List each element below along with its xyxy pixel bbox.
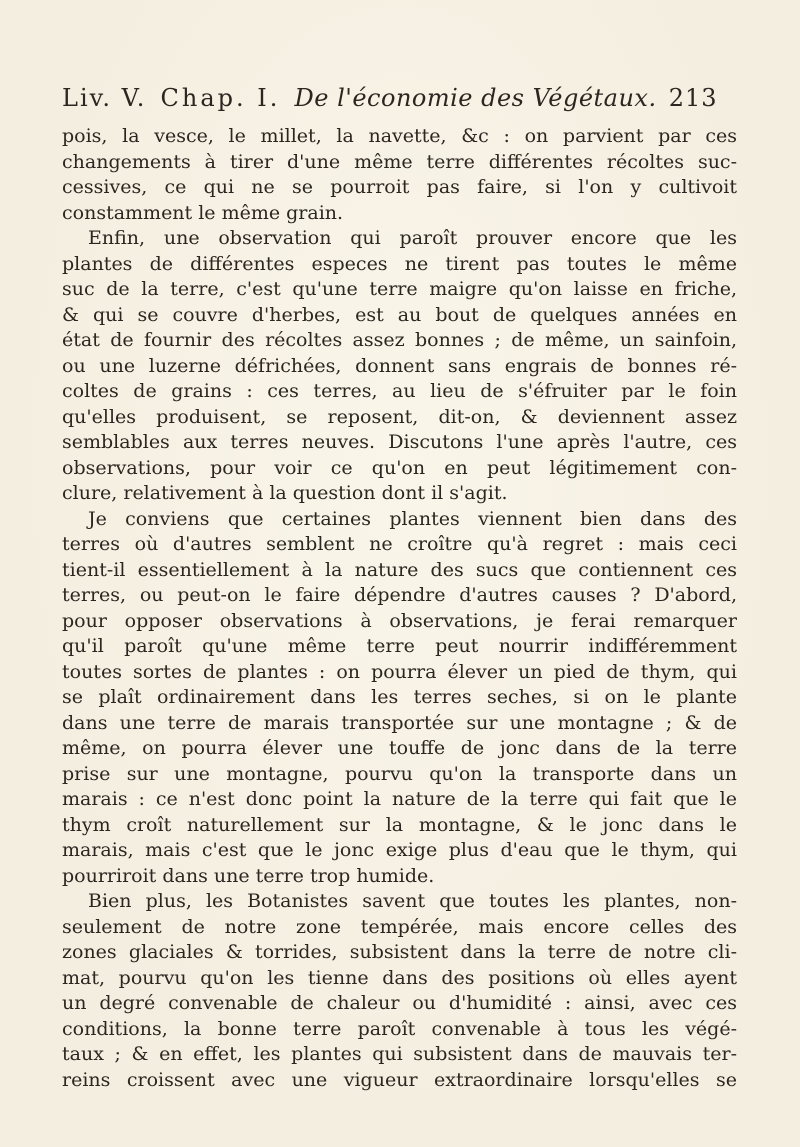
text-line: cessives, ce qui ne se pourroit pas faire, si l'on y cultivoit (62, 176, 737, 198)
text-line: tient-il essentiellement à la nature des sucs que contiennent ces (62, 558, 737, 581)
text-line: reins croissent avec une vigueur extraordinaire lorsqu'elles se (62, 1068, 737, 1091)
text-line: qu'il paroît qu'une même terre peut nourrir indifféremment (62, 635, 737, 657)
text-line: changements à tirer d'une même terre différentes récoltes suc- (62, 150, 737, 173)
text-line: pour opposer observations à observations, je ferai remarquer (62, 609, 737, 632)
text-line: dans une terre de marais transportée sur une montagne ; & de (62, 711, 737, 734)
text-line: zones glaciales & torrides, subsistent dans la terre de notre cli- (62, 941, 737, 963)
text-line: prise sur une montagne, pourvu qu'on la transporte dans un (62, 762, 737, 785)
text-line: marais, mais c'est que le jonc exige plus d'eau que le thym, qui (62, 839, 737, 861)
text-line: clure, relativement à la question dont il s'agit. (62, 482, 508, 504)
text-line: même, on pourra élever une touffe de jonc dans de la terre (62, 737, 737, 759)
text-line: taux ; & en effet, les plantes qui subsistent dans de mauvais ter- (62, 1043, 737, 1065)
text-line: Je conviens que certaines plantes viennent bien dans des (88, 507, 737, 530)
text-line: terres où d'autres semblent ne croître qu'à regret : mais ceci (62, 533, 737, 555)
page-number: 213 (668, 84, 718, 112)
chapter-title: De l'économie des Végétaux. (294, 84, 657, 112)
text-line: coltes de grains : ces terres, au lieu de s'éfruiter par le foin (62, 380, 737, 402)
text-line: observations, pour voir ce qu'on en peut légitimement con- (62, 456, 737, 479)
text-line: marais : ce n'est donc point la nature de la terre qui fait que le (62, 788, 737, 810)
text-line: plantes de différentes especes ne tirent pas toutes le même (62, 252, 737, 275)
text-line: thym croît naturellement sur la montagne, & le jonc dans le (62, 813, 737, 836)
text-line: pourriroit dans une terre trop humide. (62, 864, 435, 887)
text-line: semblables aux terres neuves. Discutons l'une après l'autre, ces (62, 431, 737, 453)
text-line: terres, ou peut-on le faire dépendre d'autres causes ? D'abord, (62, 584, 737, 606)
text-line: qu'elles produisent, se reposent, dit-on, & deviennent assez (62, 405, 737, 428)
text-line: toutes sortes de plantes : on pourra élever un pied de thym, qui (62, 660, 737, 683)
text-line: mat, pourvu qu'on les tienne dans des positions où elles ayent (62, 966, 737, 989)
text-line: Bien plus, les Botanistes savent que toutes les plantes, non- (88, 890, 737, 912)
text-line: & qui se couvre d'herbes, est au bout de quelques années en (62, 303, 737, 326)
text-line: se plaît ordinairement dans les terres seches, si on le plante (62, 686, 737, 708)
text-line: suc de la terre, c'est qu'une terre maigre qu'on laisse en friche, (62, 278, 737, 300)
text-line: pois, la vesce, le millet, la navette, &c : on parvient par ces (62, 125, 737, 147)
text-line: seulement de notre zone tempérée, mais encore celles des (62, 915, 737, 938)
text-line: conditions, la bonne terre paroît convenable à tous les végé- (62, 1017, 737, 1040)
text-line: ou une luzerne défrichées, donnent sans engrais de bonnes ré- (62, 354, 737, 377)
text-line: constamment le même grain. (62, 201, 344, 224)
text-line: état de fournir des récoltes assez bonnes ; de même, un sainfoin, (62, 329, 737, 351)
chapter-number: Chap. I. (160, 84, 281, 112)
book-number: Liv. V. (62, 84, 147, 112)
body-text (62, 124, 737, 1093)
text-line: un degré convenable de chaleur ou d'humidité : ainsi, avec ces (62, 992, 737, 1014)
text-line: Enfin, une observation qui paroît prouver encore que les (88, 227, 737, 249)
running-head (62, 84, 742, 112)
